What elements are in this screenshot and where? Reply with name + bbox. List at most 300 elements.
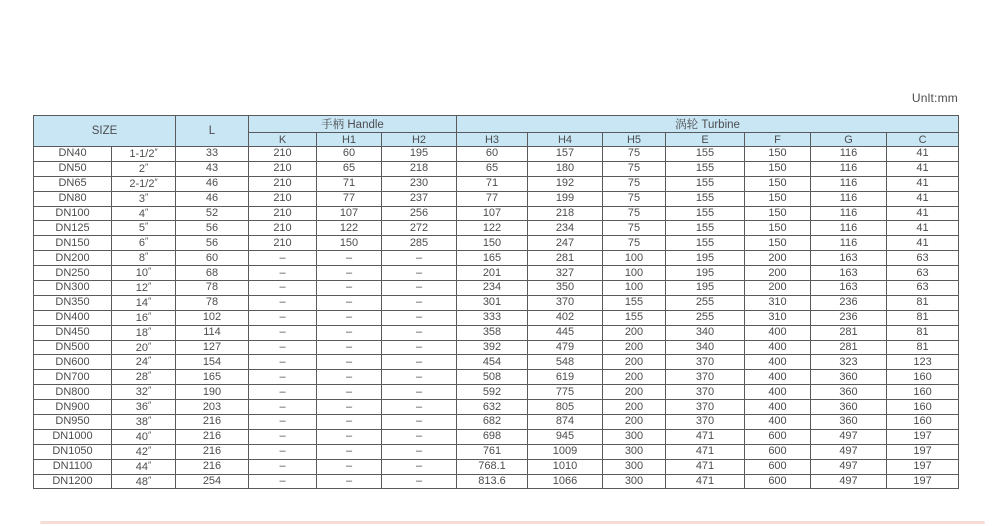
table-cell: 165 xyxy=(457,251,528,266)
table-cell: DN1000 xyxy=(34,429,112,444)
table-cell: DN800 xyxy=(34,385,112,400)
inch-mark: ″ xyxy=(154,146,158,157)
table-cell: 454 xyxy=(457,355,528,370)
table-cell: 155 xyxy=(603,310,666,325)
table-cell: – xyxy=(249,444,317,459)
table-cell: 127 xyxy=(176,340,249,355)
table-cell: – xyxy=(382,340,457,355)
table-cell: 100 xyxy=(603,281,666,296)
inch-mark: ″ xyxy=(144,206,149,217)
h2-column-header: H2 xyxy=(382,133,457,147)
table-cell: 400 xyxy=(745,400,811,415)
table-cell: – xyxy=(382,355,457,370)
table-cell: DN200 xyxy=(34,251,112,266)
table-cell: – xyxy=(382,281,457,296)
table-cell: 44″ xyxy=(112,459,176,474)
table-cell: 400 xyxy=(745,340,811,355)
table-cell: 370 xyxy=(666,385,745,400)
table-cell: 210 xyxy=(249,236,317,251)
table-cell: 600 xyxy=(745,444,811,459)
table-cell: – xyxy=(249,400,317,415)
table-cell: DN80 xyxy=(34,191,112,206)
table-cell: 281 xyxy=(528,251,603,266)
table-cell: – xyxy=(382,295,457,310)
table-cell: 210 xyxy=(249,176,317,191)
table-cell: 272 xyxy=(382,221,457,236)
bottom-divider xyxy=(40,521,985,524)
table-cell: 400 xyxy=(745,370,811,385)
table-cell: 63 xyxy=(887,251,959,266)
table-cell: 16″ xyxy=(112,310,176,325)
table-cell: 3″ xyxy=(112,191,176,206)
table-cell: 107 xyxy=(457,206,528,221)
table-cell: 256 xyxy=(382,206,457,221)
table-cell: 600 xyxy=(745,429,811,444)
f-column-header: F xyxy=(745,133,811,147)
size-column-header: SIZE xyxy=(34,116,176,147)
table-cell: 200 xyxy=(745,266,811,281)
table-row xyxy=(34,176,959,191)
table-cell: 165 xyxy=(176,370,249,385)
table-row xyxy=(34,251,959,266)
c-column-header: C xyxy=(887,133,959,147)
table-row xyxy=(34,206,959,221)
table-cell: – xyxy=(249,340,317,355)
table-cell: 41 xyxy=(887,206,959,221)
table-cell: DN250 xyxy=(34,266,112,281)
table-cell: 805 xyxy=(528,400,603,415)
table-cell: 548 xyxy=(528,355,603,370)
table-row xyxy=(34,385,959,400)
table-cell: 197 xyxy=(887,429,959,444)
table-header xyxy=(34,116,959,147)
table-cell: 150 xyxy=(745,221,811,236)
table-cell: 874 xyxy=(528,415,603,430)
e-column-header: E xyxy=(666,133,745,147)
table-cell: – xyxy=(317,429,382,444)
h4-column-header: H4 xyxy=(528,133,603,147)
table-cell: – xyxy=(382,444,457,459)
table-cell: 592 xyxy=(457,385,528,400)
table-cell: 310 xyxy=(745,295,811,310)
table-cell: 358 xyxy=(457,325,528,340)
table-cell: 42″ xyxy=(112,444,176,459)
table-cell: 160 xyxy=(887,400,959,415)
table-cell: 945 xyxy=(528,429,603,444)
table-cell: 155 xyxy=(666,221,745,236)
table-cell: 163 xyxy=(811,251,887,266)
inch-mark: ″ xyxy=(148,340,152,351)
table-cell: 190 xyxy=(176,385,249,400)
inch-mark: ″ xyxy=(148,444,152,455)
table-cell: 28″ xyxy=(112,370,176,385)
inch-mark: ″ xyxy=(144,191,149,202)
table-cell: 150 xyxy=(745,176,811,191)
table-cell: 497 xyxy=(811,459,887,474)
table-cell: 761 xyxy=(457,444,528,459)
table-cell: 813.6 xyxy=(457,474,528,489)
table-cell: 71 xyxy=(317,176,382,191)
table-cell: 116 xyxy=(811,191,887,206)
table-cell: – xyxy=(317,459,382,474)
table-cell: 2-1/2″ xyxy=(112,176,176,191)
table-cell: 682 xyxy=(457,415,528,430)
table-cell: 48″ xyxy=(112,474,176,489)
table-cell: 68 xyxy=(176,266,249,281)
inch-mark: ″ xyxy=(148,414,152,425)
table-cell: 301 xyxy=(457,295,528,310)
table-cell: 600 xyxy=(745,474,811,489)
table-cell: 400 xyxy=(745,385,811,400)
table-cell: – xyxy=(249,415,317,430)
table-cell: 155 xyxy=(603,295,666,310)
table-cell: 360 xyxy=(811,400,887,415)
table-cell: 78 xyxy=(176,281,249,296)
table-cell: DN150 xyxy=(34,236,112,251)
g-column-header: G xyxy=(811,133,887,147)
inch-mark: ″ xyxy=(148,355,152,366)
table-cell: – xyxy=(249,325,317,340)
table-cell: 155 xyxy=(666,147,745,162)
table-row xyxy=(34,355,959,370)
table-row xyxy=(34,340,959,355)
table-cell: 52 xyxy=(176,206,249,221)
table-cell: 200 xyxy=(603,340,666,355)
table-cell: 281 xyxy=(811,340,887,355)
table-cell: 698 xyxy=(457,429,528,444)
table-cell: 63 xyxy=(887,266,959,281)
table-cell: 56 xyxy=(176,236,249,251)
inch-mark: ″ xyxy=(148,325,152,336)
table-cell: 199 xyxy=(528,191,603,206)
table-row xyxy=(34,444,959,459)
table-cell: 285 xyxy=(382,236,457,251)
table-cell: 1-1/2″ xyxy=(112,147,176,162)
table-cell: DN300 xyxy=(34,281,112,296)
table-cell: – xyxy=(249,310,317,325)
table-cell: – xyxy=(382,325,457,340)
table-cell: – xyxy=(317,355,382,370)
table-cell: 340 xyxy=(666,340,745,355)
table-cell: 14″ xyxy=(112,295,176,310)
table-cell: – xyxy=(317,370,382,385)
table-cell: 370 xyxy=(666,355,745,370)
table-cell: 340 xyxy=(666,325,745,340)
table-cell: – xyxy=(249,474,317,489)
inch-mark: ″ xyxy=(144,251,149,262)
table-cell: 122 xyxy=(317,221,382,236)
table-cell: 160 xyxy=(887,415,959,430)
inch-mark: ″ xyxy=(148,400,152,411)
table-cell: 200 xyxy=(603,400,666,415)
table-cell: 497 xyxy=(811,429,887,444)
table-cell: 122 xyxy=(457,221,528,236)
table-row xyxy=(34,147,959,162)
table-cell: 116 xyxy=(811,221,887,236)
table-cell: 300 xyxy=(603,444,666,459)
table-cell: 75 xyxy=(603,147,666,162)
table-cell: 160 xyxy=(887,385,959,400)
table-cell: 1010 xyxy=(528,459,603,474)
table-cell: 8″ xyxy=(112,251,176,266)
table-cell: – xyxy=(382,310,457,325)
table-cell: 471 xyxy=(666,459,745,474)
table-cell: – xyxy=(382,370,457,385)
table-cell: 192 xyxy=(528,176,603,191)
table-row xyxy=(34,474,959,489)
table-cell: 100 xyxy=(603,266,666,281)
table-cell: DN900 xyxy=(34,400,112,415)
table-cell: 163 xyxy=(811,281,887,296)
table-cell: 81 xyxy=(887,310,959,325)
table-row xyxy=(34,400,959,415)
table-cell: 150 xyxy=(317,236,382,251)
table-cell: 33 xyxy=(176,147,249,162)
table-cell: 102 xyxy=(176,310,249,325)
table-cell: 24″ xyxy=(112,355,176,370)
table-cell: – xyxy=(317,325,382,340)
inch-mark: ″ xyxy=(148,370,152,381)
table-cell: – xyxy=(317,444,382,459)
inch-mark: ″ xyxy=(144,221,149,232)
table-cell: 150 xyxy=(745,236,811,251)
table-row xyxy=(34,221,959,236)
table-cell: 201 xyxy=(457,266,528,281)
table-row xyxy=(34,161,959,176)
table-cell: 471 xyxy=(666,429,745,444)
table-cell: 197 xyxy=(887,474,959,489)
table-cell: 203 xyxy=(176,400,249,415)
header-group-row xyxy=(34,116,959,133)
table-cell: 41 xyxy=(887,176,959,191)
table-row xyxy=(34,370,959,385)
table-cell: 632 xyxy=(457,400,528,415)
table-cell: DN1050 xyxy=(34,444,112,459)
table-cell: 300 xyxy=(603,459,666,474)
table-cell: – xyxy=(317,400,382,415)
table-cell: 36″ xyxy=(112,400,176,415)
k-column-header: K xyxy=(249,133,317,147)
table-cell: 370 xyxy=(528,295,603,310)
table-cell: 18″ xyxy=(112,325,176,340)
table-cell: 281 xyxy=(811,325,887,340)
table-cell: 234 xyxy=(528,221,603,236)
l-column-header: L xyxy=(176,116,249,147)
table-cell: 20″ xyxy=(112,340,176,355)
table-cell: 114 xyxy=(176,325,249,340)
turbine-group-header: 涡轮 Turbine xyxy=(457,116,959,133)
table-cell: 150 xyxy=(745,191,811,206)
table-cell: 600 xyxy=(745,459,811,474)
table-cell: 75 xyxy=(603,221,666,236)
table-cell: – xyxy=(249,459,317,474)
table-cell: 154 xyxy=(176,355,249,370)
table-cell: 210 xyxy=(249,221,317,236)
table-cell: 370 xyxy=(666,370,745,385)
table-cell: 81 xyxy=(887,295,959,310)
table-cell: DN450 xyxy=(34,325,112,340)
table-cell: 236 xyxy=(811,310,887,325)
table-row xyxy=(34,236,959,251)
table-cell: 41 xyxy=(887,161,959,176)
inch-mark: ″ xyxy=(148,295,152,306)
table-cell: DN600 xyxy=(34,355,112,370)
table-cell: 60 xyxy=(176,251,249,266)
table-cell: – xyxy=(317,415,382,430)
inch-mark: ″ xyxy=(148,429,152,440)
table-cell: 116 xyxy=(811,161,887,176)
table-cell: 216 xyxy=(176,444,249,459)
table-cell: 360 xyxy=(811,385,887,400)
table-cell: 350 xyxy=(528,281,603,296)
table-cell: 195 xyxy=(382,147,457,162)
table-cell: 210 xyxy=(249,161,317,176)
table-cell: 155 xyxy=(666,206,745,221)
table-cell: 200 xyxy=(603,415,666,430)
table-cell: 60 xyxy=(317,147,382,162)
table-row xyxy=(34,310,959,325)
table-cell: DN50 xyxy=(34,161,112,176)
table-cell: 150 xyxy=(457,236,528,251)
table-cell: – xyxy=(317,251,382,266)
table-cell: 445 xyxy=(528,325,603,340)
table-cell: 81 xyxy=(887,325,959,340)
table-cell: – xyxy=(382,429,457,444)
table-cell: 360 xyxy=(811,415,887,430)
table-cell: 200 xyxy=(603,385,666,400)
table-cell: 41 xyxy=(887,191,959,206)
table-cell: 75 xyxy=(603,191,666,206)
table-cell: 1009 xyxy=(528,444,603,459)
table-cell: 180 xyxy=(528,161,603,176)
inch-mark: ″ xyxy=(148,474,152,485)
table-cell: 360 xyxy=(811,370,887,385)
table-cell: 155 xyxy=(666,236,745,251)
table-cell: 46 xyxy=(176,191,249,206)
h5-column-header: H5 xyxy=(603,133,666,147)
table-cell: 77 xyxy=(457,191,528,206)
table-cell: – xyxy=(317,295,382,310)
table-cell: 12″ xyxy=(112,281,176,296)
table-cell: 210 xyxy=(249,147,317,162)
table-cell: 400 xyxy=(745,325,811,340)
h3-column-header: H3 xyxy=(457,133,528,147)
table-cell: – xyxy=(382,266,457,281)
table-cell: 65 xyxy=(317,161,382,176)
table-cell: DN1200 xyxy=(34,474,112,489)
table-body xyxy=(34,147,959,489)
table-cell: 123 xyxy=(887,355,959,370)
table-cell: 300 xyxy=(603,474,666,489)
table-cell: 323 xyxy=(811,355,887,370)
handle-group-header: 手柄 Handle xyxy=(249,116,457,133)
table-cell: 370 xyxy=(666,400,745,415)
table-cell: DN40 xyxy=(34,147,112,162)
table-cell: 370 xyxy=(666,415,745,430)
table-cell: 200 xyxy=(603,355,666,370)
table-cell: 150 xyxy=(745,161,811,176)
table-cell: 392 xyxy=(457,340,528,355)
table-cell: 237 xyxy=(382,191,457,206)
table-cell: 116 xyxy=(811,176,887,191)
table-cell: 200 xyxy=(745,281,811,296)
table-cell: 619 xyxy=(528,370,603,385)
table-cell: 75 xyxy=(603,176,666,191)
table-cell: 116 xyxy=(811,206,887,221)
table-cell: 402 xyxy=(528,310,603,325)
table-cell: 78 xyxy=(176,295,249,310)
inch-mark: ″ xyxy=(148,310,152,321)
table-cell: – xyxy=(317,385,382,400)
dimensions-table xyxy=(33,115,959,489)
table-cell: 40″ xyxy=(112,429,176,444)
table-row xyxy=(34,266,959,281)
table-cell: 150 xyxy=(745,147,811,162)
table-cell: 195 xyxy=(666,266,745,281)
table-cell: 71 xyxy=(457,176,528,191)
h1-column-header: H1 xyxy=(317,133,382,147)
table-cell: – xyxy=(249,281,317,296)
table-cell: 197 xyxy=(887,459,959,474)
table-row xyxy=(34,429,959,444)
table-cell: – xyxy=(249,355,317,370)
table-cell: 46 xyxy=(176,176,249,191)
table-cell: – xyxy=(317,310,382,325)
table-cell: 255 xyxy=(666,310,745,325)
table-cell: 41 xyxy=(887,147,959,162)
table-cell: 247 xyxy=(528,236,603,251)
table-cell: 75 xyxy=(603,206,666,221)
table-row xyxy=(34,281,959,296)
inch-mark: ″ xyxy=(148,266,152,277)
table-cell: 200 xyxy=(603,325,666,340)
table-cell: 60 xyxy=(457,147,528,162)
table-cell: 254 xyxy=(176,474,249,489)
table-cell: 497 xyxy=(811,474,887,489)
inch-mark: ″ xyxy=(148,459,152,470)
table-cell: – xyxy=(249,385,317,400)
table-cell: 210 xyxy=(249,206,317,221)
table-cell: 100 xyxy=(603,251,666,266)
table-cell: 479 xyxy=(528,340,603,355)
table-cell: 300 xyxy=(603,429,666,444)
table-cell: – xyxy=(317,266,382,281)
table-cell: – xyxy=(382,474,457,489)
table-cell: DN1100 xyxy=(34,459,112,474)
table-cell: – xyxy=(382,385,457,400)
table-cell: 333 xyxy=(457,310,528,325)
table-cell: 10″ xyxy=(112,266,176,281)
table-cell: 155 xyxy=(666,191,745,206)
table-cell: 234 xyxy=(457,281,528,296)
table-cell: DN125 xyxy=(34,221,112,236)
table-cell: 195 xyxy=(666,281,745,296)
table-cell: 768.1 xyxy=(457,459,528,474)
table-cell: 508 xyxy=(457,370,528,385)
table-cell: 310 xyxy=(745,310,811,325)
table-cell: 116 xyxy=(811,147,887,162)
table-cell: 63 xyxy=(887,281,959,296)
table-cell: 255 xyxy=(666,295,745,310)
table-cell: DN700 xyxy=(34,370,112,385)
table-cell: 775 xyxy=(528,385,603,400)
inch-mark: ″ xyxy=(148,280,152,291)
table-cell: 155 xyxy=(666,176,745,191)
table-cell: 160 xyxy=(887,370,959,385)
table-cell: 65 xyxy=(457,161,528,176)
table-cell: 81 xyxy=(887,340,959,355)
table-cell: 210 xyxy=(249,191,317,206)
